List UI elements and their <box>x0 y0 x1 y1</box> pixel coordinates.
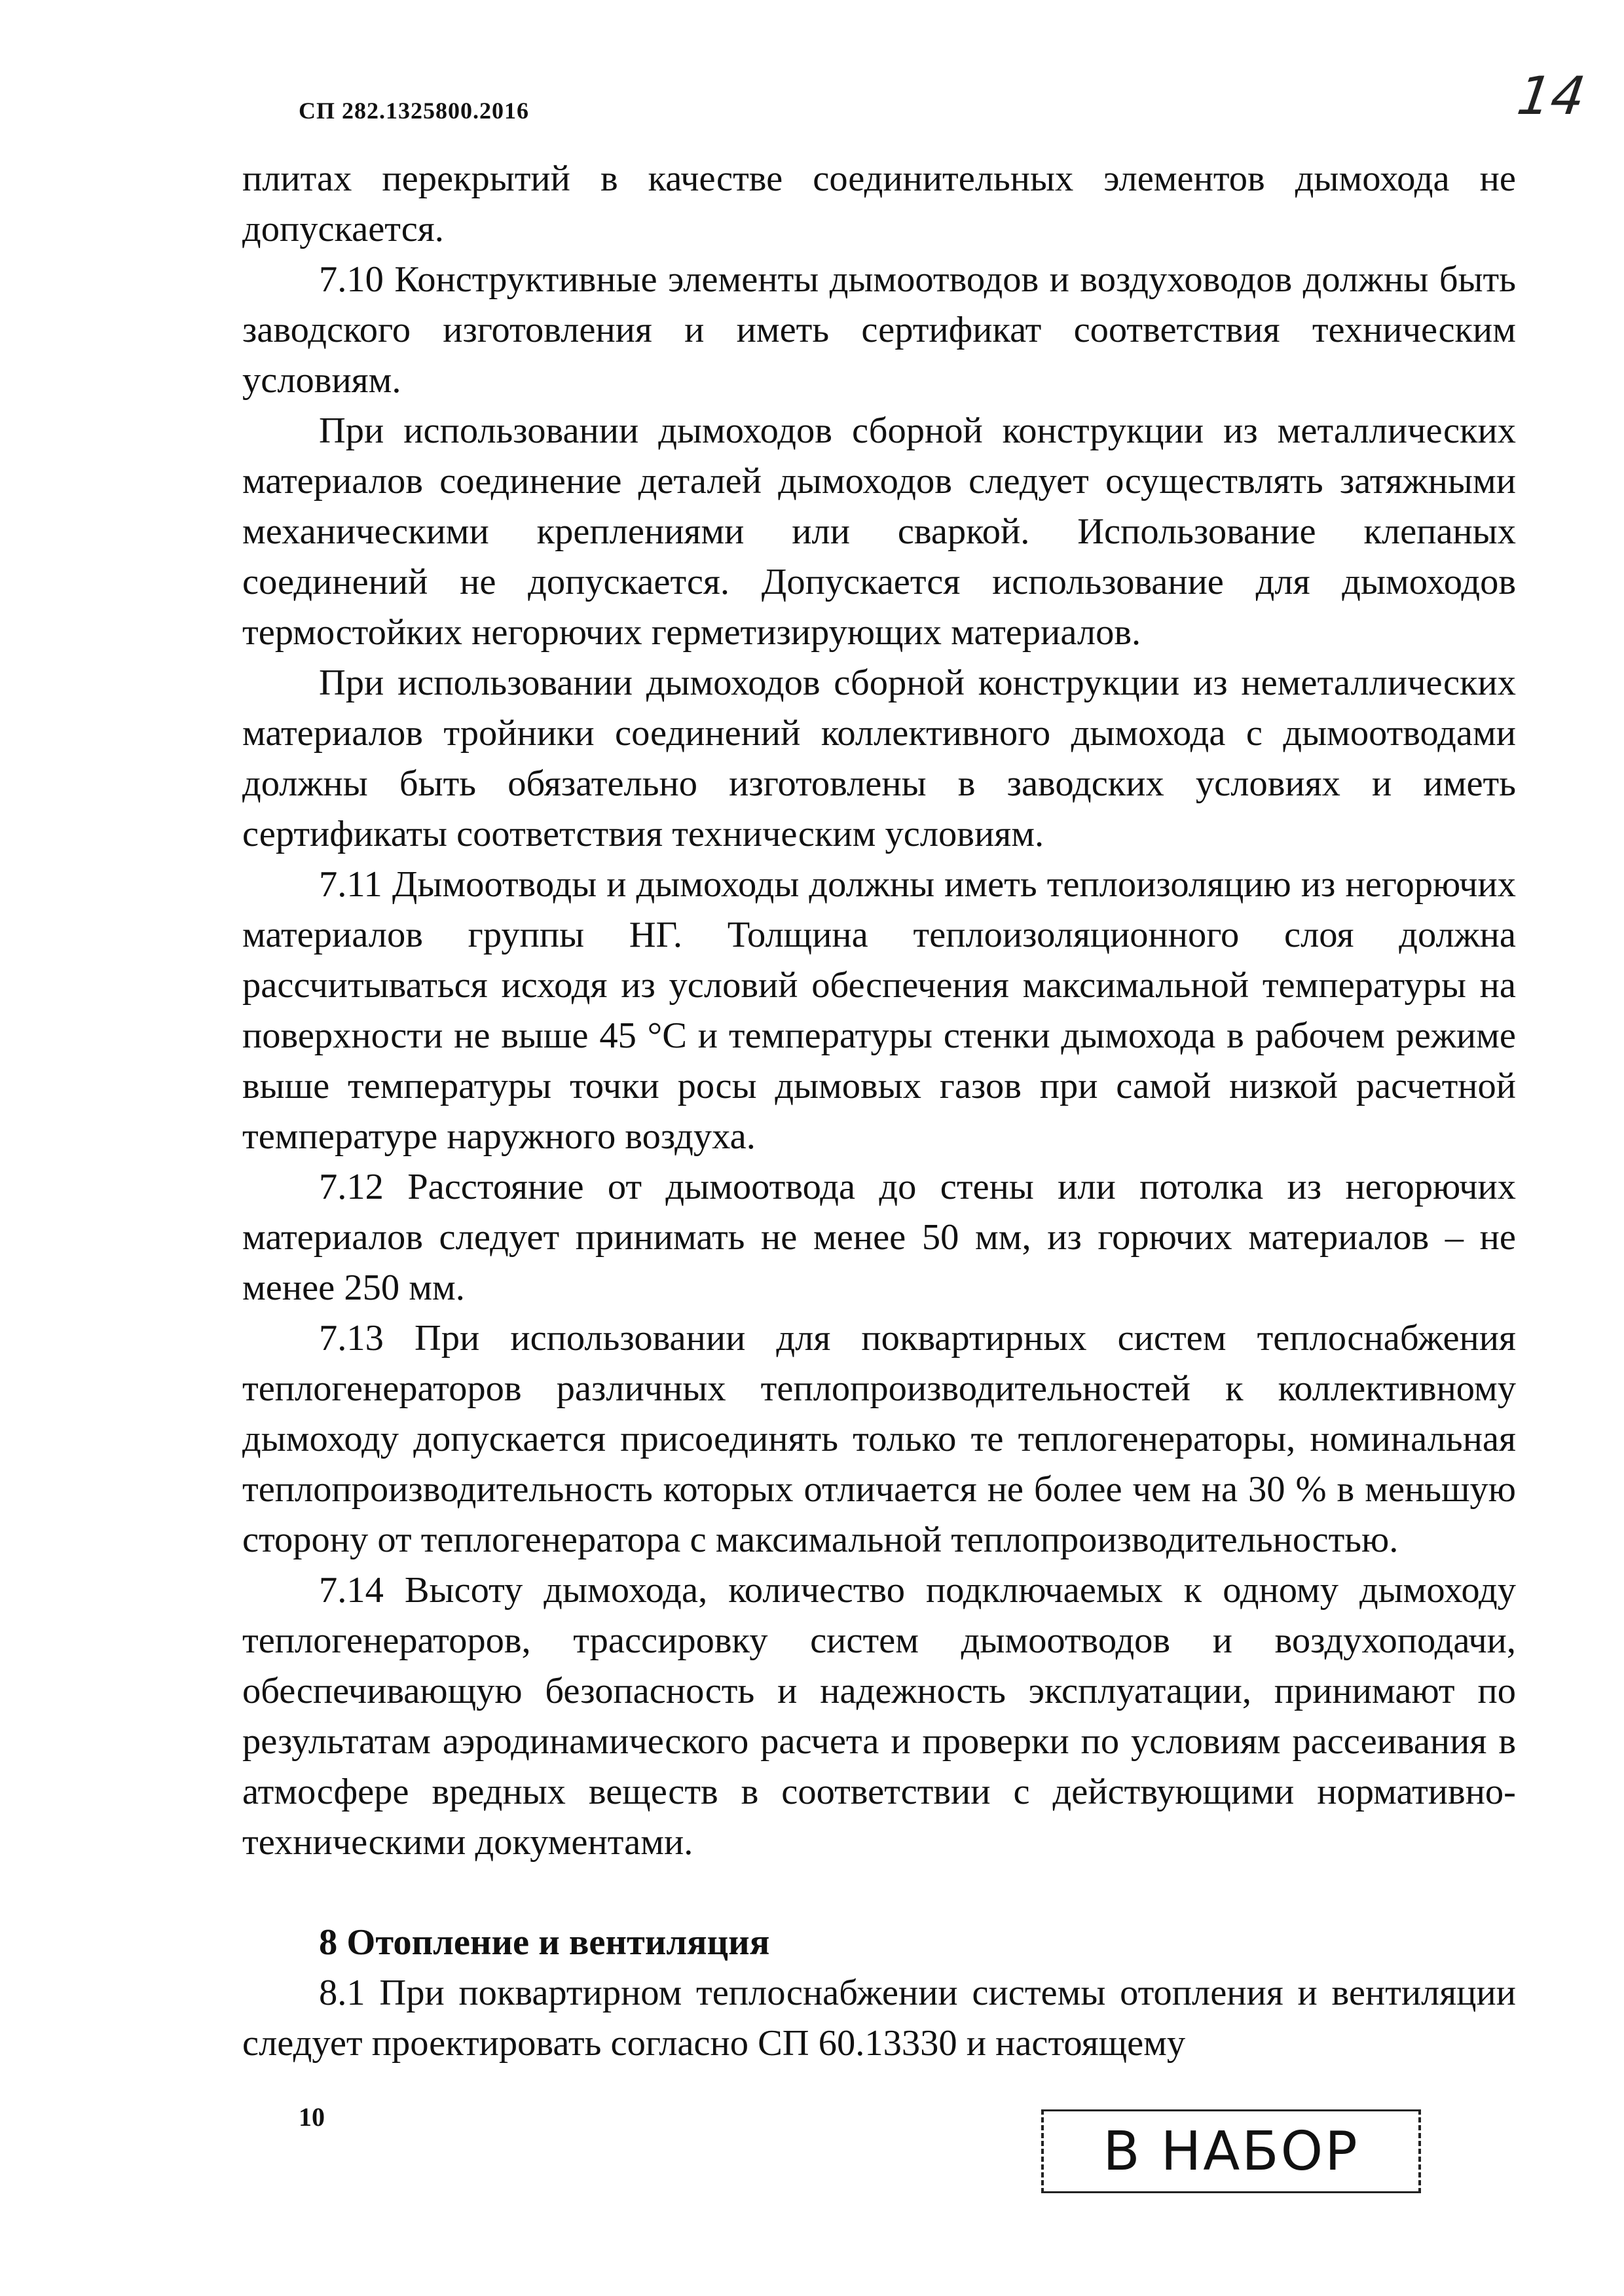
paragraph-metal-chimneys: При использовании дымоходов сборной конструкции из металлических материалов соединение деталей дымоходов следует осуществлять затяжными механическими креплениями или сваркой. Использование клепаных соединений не допускается. Допускается использование для дымоходов термостойких негорючих герметизирующих материалов. <box>242 410 1516 653</box>
document-code: СП 282.1325800.2016 <box>299 98 529 124</box>
stamp-text: В НАБОР <box>1103 2120 1359 2183</box>
section-heading: 8 Отопление и вентиляция <box>319 1922 770 1963</box>
document-body <box>242 154 1516 2069</box>
paragraph-7-12: 7.12 Расстояние от дымоотвода до стены или потолка из негорючих материалов следует принимать не менее 50 мм, из горючих материалов – не менее 250 мм. <box>242 1167 1516 1308</box>
paragraph-7-13: 7.13 При использовании для поквартирных систем теплоснабжения теплогенераторов различных теплопроизводительностей к коллективному дымоходу допускается присоединять только те теплогенераторы, номинальная теплопроизводительность которых отличается не более чем на 30 % в меньшую сторону от теплогенератора с максимальной теплопроизводительностью. <box>242 1318 1516 1560</box>
stamp <box>1041 2109 1421 2193</box>
paragraph-7-11: 7.11 Дымоотводы и дымоходы должны иметь теплоизоляцию из негорючих материалов группы НГ. Толщина теплоизоляционного слоя должна рассчитываться исходя из условий обеспечения максимальной температуры на поверхности не выше 45 °С и температуры стенки дымохода в рабочем режиме выше температуры точки росы дымовых газов при самой низкой расчетной температуре наружного воздуха. <box>242 864 1516 1157</box>
paragraph-nonmetal-chimneys: При использовании дымоходов сборной конструкции из неметаллических материалов тройники соединений коллективного дымохода с дымоотводами должны быть обязательно изготовлены в заводских условиях и иметь сертификаты соответствия техническим условиям. <box>242 663 1516 854</box>
paragraph-8-1: 8.1 При поквартирном теплоснабжении системы отопления и вентиляции следует проектировать согласно СП 60.13330 и настоящему <box>242 1973 1516 2064</box>
paragraph-7-14: 7.14 Высоту дымохода, количество подключаемых к одному дымоходу теплогенераторов, трассировку систем дымоотводов и воздухоподачи, обеспечивающую безопасность и надежность эксплуатации, принимают по результатам аэродинамического расчета и проверки по условиям рассеивания в атмосфере вредных веществ в соответствии с действующими нормативно-техническими документами. <box>242 1570 1516 1863</box>
handwritten-page-number: 14 <box>1513 65 1589 126</box>
paragraph-continuation: плитах перекрытий в качестве соединительных элементов дымохода не допускается. <box>242 158 1516 249</box>
page-number: 10 <box>299 2102 325 2132</box>
paragraph-7-10: 7.10 Конструктивные элементы дымоотводов и воздуховодов должны быть заводского изготовления и иметь сертификат соответствия техническим условиям. <box>242 259 1516 401</box>
